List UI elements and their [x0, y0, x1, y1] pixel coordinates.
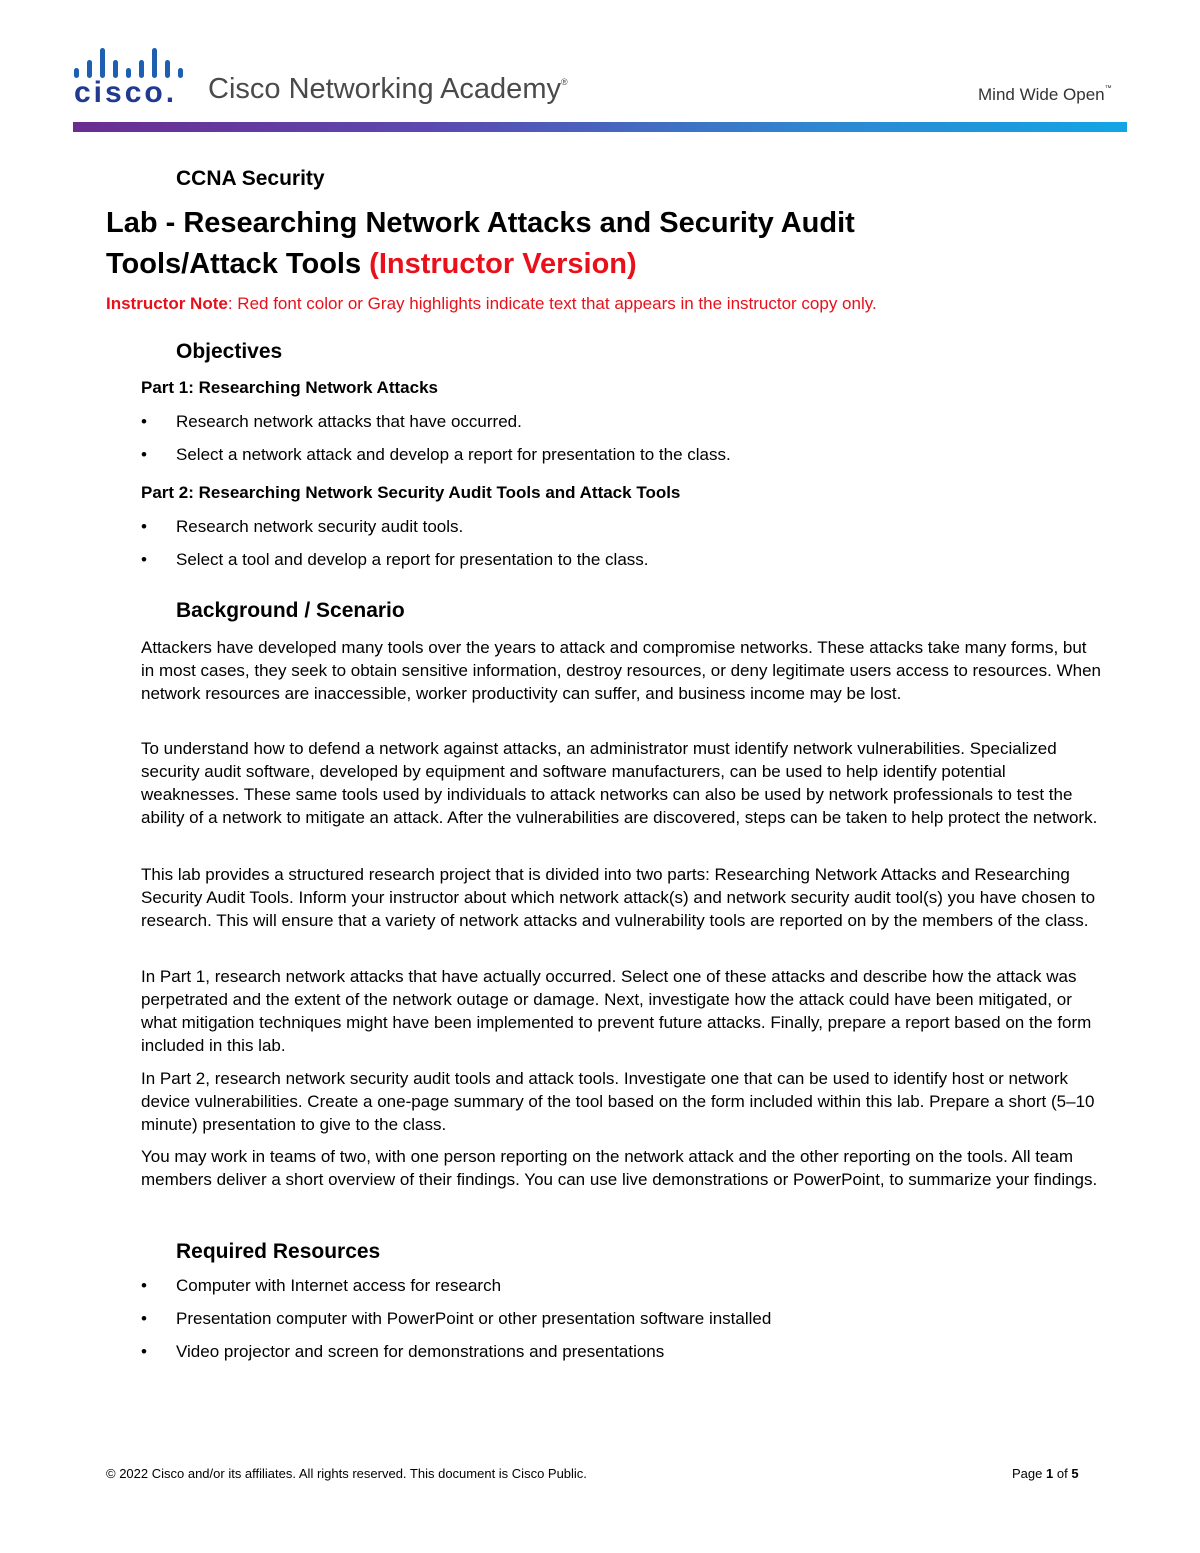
background-paragraph: In Part 2, research network security audit tools and attack tools. Investigate one that can be used to identify host or network device vulnerabilities. Create a one-page summary of the tool based on the form included within this lab. Prepare a short (5–10 minute) presentation to give to the class. [141, 1069, 1095, 1134]
background-heading: Background / Scenario [176, 599, 405, 622]
instructor-version-label: (Instructor Version) [369, 248, 637, 280]
objectives-heading: Objectives [176, 340, 283, 363]
bullet-icon: • [141, 1342, 147, 1361]
instructor-note: Instructor Note: Red font color or Gray highlights indicate text that appears in the instructor copy only. [106, 294, 877, 313]
bullet-icon: • [141, 1276, 147, 1295]
page-title: Lab - Researching Network Attacks and Security Audit Tools/Attack Tools (Instructor Version) [106, 207, 855, 280]
bullet-icon: • [141, 1309, 147, 1328]
header-gradient-bar [73, 122, 1127, 132]
background-paragraph: This lab provides a structured research project that is divided into two parts: Researching Network Attacks and Researching Security Audit Tools. Inform your instructor about which network attack(s) and network security audit tool(s) you have chosen to research. This will ensure that a variety of network attacks and vulnerability tools are reported on by the members of the class. [141, 865, 1096, 930]
bullet-icon: • [141, 550, 147, 569]
page-header [0, 0, 1200, 140]
footer-copyright: © 2022 Cisco and/or its affiliates. All rights reserved. This document is Cisco Public. [106, 1466, 587, 1481]
resources-heading: Required Resources [176, 1240, 381, 1263]
bullet-icon: • [141, 517, 147, 536]
bullet-icon: • [141, 412, 147, 431]
cisco-bridge-icon [74, 46, 184, 78]
part2-title: Part 2: Researching Network Security Audit Tools and Attack Tools [141, 483, 681, 502]
background-paragraph: You may work in teams of two, with one person reporting on the network attack and the other reporting on the tools. All team members deliver a short overview of their findings. You can use live demonstrations or PowerPoint, to summarize your findings. [141, 1147, 1098, 1189]
background-paragraph: To understand how to defend a network against attacks, an administrator must identify network vulnerabilities. Specialized security audit software, developed by equipment and software manufacturers, can be used to help identify potential weaknesses. These same tools used by individuals to attack networks can also be used by network professionals to test the ability of a network to mitigate an attack. After the vulnerabilities are discovered, steps can be taken to help protect the network. [141, 739, 1098, 827]
academy-name: Cisco Networking Academy® [208, 73, 568, 105]
cisco-logo-text: cisco. [74, 76, 178, 109]
background-paragraph: Attackers have developed many tools over the years to attack and compromise networks. These attacks take many forms, but in most cases, they seek to obtain sensitive information, destroy resources, or deny legitimate users access to resources. When network resources are inaccessible, worker productivity can suffer, and business income may be lost. [141, 638, 1101, 703]
page-number: Page 1 of 5 [1012, 1466, 1079, 1481]
tagline: Mind Wide Open™ [978, 85, 1112, 104]
bullet-icon: • [141, 445, 147, 464]
background-paragraph: In Part 1, research network attacks that have actually occurred. Select one of these attacks and describe how the attack was perpetrated and the extent of the network outage or damage. Next, investigate how the attack could have been mitigated, or what mitigation techniques might have been implemented to prevent future attacks. Finally, prepare a report based on the form included in this lab. [141, 967, 1092, 1055]
course-name: CCNA Security [176, 167, 325, 190]
part1-title: Part 1: Researching Network Attacks [141, 378, 438, 397]
